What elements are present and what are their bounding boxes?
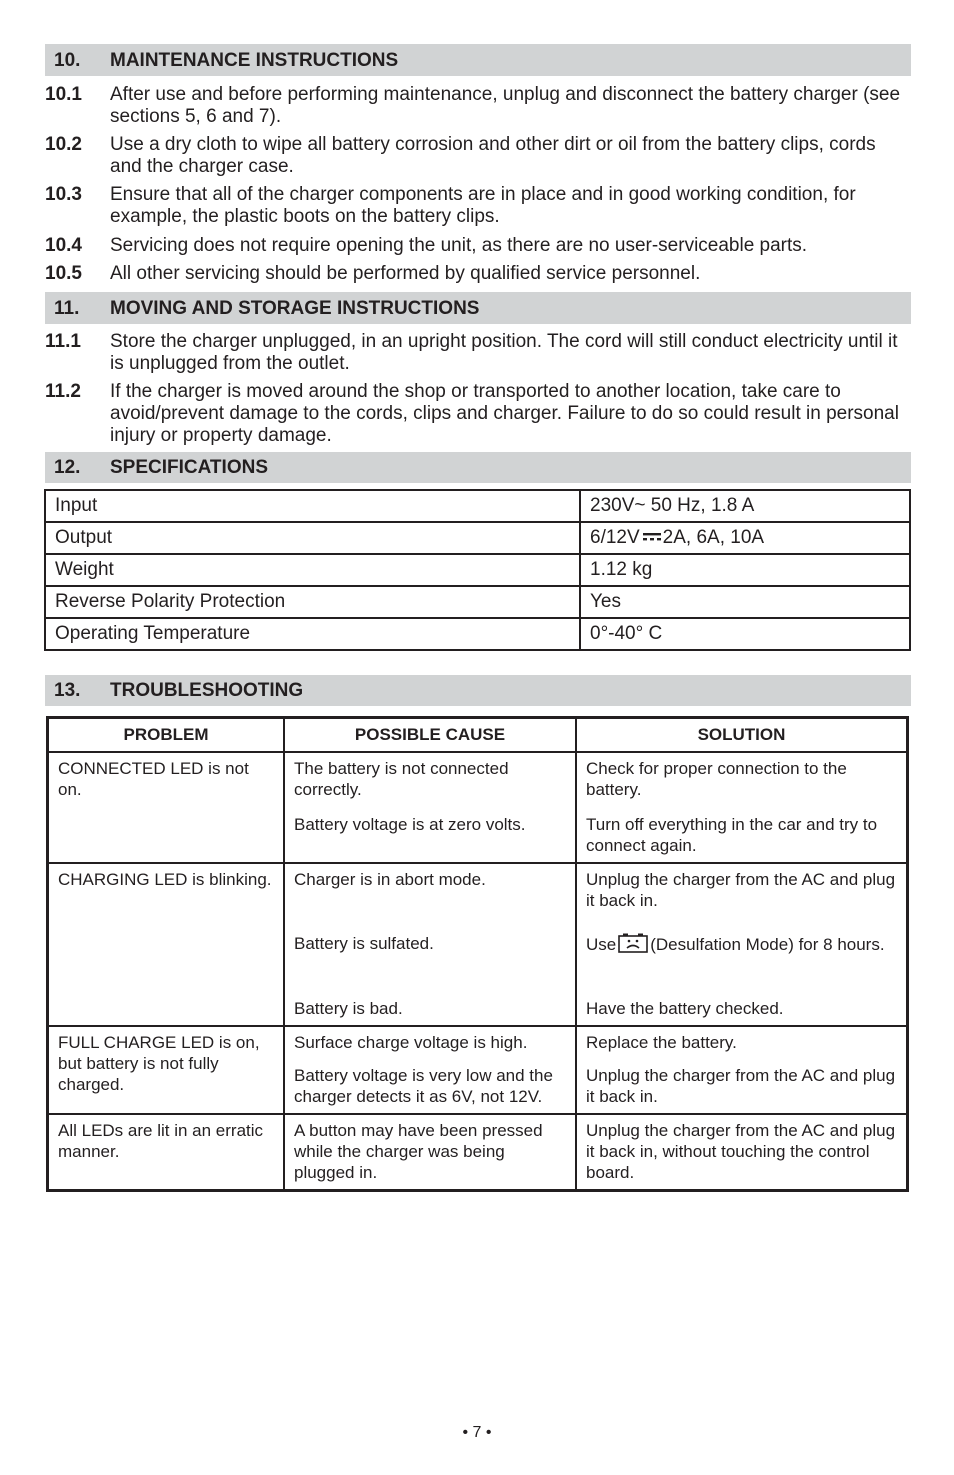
spec-label: Input <box>45 490 580 522</box>
spec-row <box>45 490 910 522</box>
item-number: 10.4 <box>45 235 82 256</box>
spec-row <box>45 586 910 618</box>
section-header-13 <box>45 675 911 706</box>
spec-value: 230V~ 50 Hz, 1.8 A <box>580 490 910 522</box>
item-number: 10.3 <box>45 184 82 205</box>
section-header-12 <box>45 452 911 483</box>
troubleshooting-table <box>46 716 909 1192</box>
item-text: Store the charger unplugged, in an upright position. The cord will still conduct electricity until it is unplugged from the outlet. <box>110 331 898 374</box>
item-text: Use a dry cloth to wipe all battery corrosion and other dirt or oil from the battery clips, cords and the charger case. <box>110 134 876 177</box>
spec-value <box>580 522 910 554</box>
item-text: Servicing does not require opening the unit, as there are no user-serviceable parts. <box>110 235 808 256</box>
table-row <box>48 1114 908 1191</box>
item-number: 10.2 <box>45 134 82 155</box>
item-number: 10.1 <box>45 84 82 105</box>
item-number: 10.5 <box>45 263 82 284</box>
problem-text: FULL CHARGE LED is on, but battery is not fully charged. <box>58 1033 260 1094</box>
section-title: MAINTENANCE INSTRUCTIONS <box>110 50 399 71</box>
table-row <box>48 1026 908 1114</box>
cause-cell <box>284 863 576 1026</box>
solution-text: Unplug the charger from the AC and plug it back in, without touching the control board. <box>586 1121 896 1182</box>
solution-cell <box>576 1114 908 1191</box>
cause-text: A button may have been pressed while the charger was being plugged in. <box>294 1121 543 1182</box>
solution-text: Turn off everything in the car and try to connect again. <box>586 815 878 855</box>
dc-symbol-icon <box>643 528 661 548</box>
item-text: If the charger is moved around the shop or transported to another location, take care to avoid/prevent damage to the cords, clips and charger. Failure to do so could result in personal injury or property damage. <box>110 381 899 446</box>
cause-text: Battery is sulfated. <box>294 934 434 953</box>
item-text: After use and before performing maintenance, unplug and disconnect the battery charger (see sections 5, 6 and 7). <box>110 84 901 127</box>
specifications-table <box>44 489 911 651</box>
solution-text: Replace the battery. <box>586 1033 737 1052</box>
problem-cell <box>48 863 285 1026</box>
item-number: 11.2 <box>45 381 81 402</box>
cause-text: The battery is not connected correctly. <box>294 759 509 799</box>
cause-text: Battery voltage is at zero volts. <box>294 815 526 834</box>
solution-cell <box>576 1026 908 1114</box>
spec-label: Reverse Polarity Protection <box>45 586 580 618</box>
cause-cell <box>284 1114 576 1191</box>
spec-row <box>45 522 910 554</box>
problem-cell <box>48 1026 285 1114</box>
problem-cell <box>48 752 285 863</box>
column-header-cause: POSSIBLE CAUSE <box>284 718 576 753</box>
page-number: • 7 • <box>462 1424 492 1441</box>
solution-text: Check for proper connection to the battery. <box>586 759 847 799</box>
section-number: 11. <box>54 298 80 319</box>
spec-value-voltage: 6/12V <box>590 527 640 548</box>
problem-text: CONNECTED LED is not on. <box>58 759 249 799</box>
solution-cell <box>576 863 908 1026</box>
cause-text: Charger is in abort mode. <box>294 870 486 889</box>
solution-desulfation <box>586 933 898 977</box>
section-number: 10. <box>54 50 81 71</box>
section-title: MOVING AND STORAGE INSTRUCTIONS <box>110 298 480 319</box>
section-number: 13. <box>54 680 81 701</box>
cause-text: Battery is bad. <box>294 999 403 1018</box>
problem-text: CHARGING LED is blinking. <box>58 870 272 889</box>
spec-label: Output <box>45 522 580 554</box>
solution-text: Unplug the charger from the AC and plug it back in. <box>586 870 896 910</box>
spec-value-current: 2A, 6A, 10A <box>662 527 765 548</box>
spec-label: Operating Temperature <box>45 618 580 650</box>
column-header-problem: PROBLEM <box>48 718 285 753</box>
table-header-row <box>48 718 908 753</box>
desulfation-battery-icon <box>618 933 648 958</box>
solution-text-desulf: (Desulfation Mode) for 8 hours. <box>650 935 885 954</box>
section-header-10 <box>45 44 911 76</box>
spec-label: Weight <box>45 554 580 586</box>
problem-cell <box>48 1114 285 1191</box>
item-number: 11.1 <box>45 331 81 352</box>
column-header-solution: SOLUTION <box>576 718 908 753</box>
table-row <box>48 863 908 1026</box>
solution-text: Unplug the charger from the AC and plug it back in. <box>586 1066 896 1106</box>
cause-text: Surface charge voltage is high. <box>294 1033 528 1052</box>
section-header-11 <box>45 292 911 324</box>
section-title: TROUBLESHOOTING <box>110 680 304 701</box>
spec-value: 0°-40° C <box>580 618 910 650</box>
cause-cell <box>284 752 576 863</box>
solution-cell <box>576 752 908 863</box>
item-text: Ensure that all of the charger components are in place and in good working condition, for example, the plastic boots on the battery clips. <box>110 184 856 227</box>
problem-text: All LEDs are lit in an erratic manner. <box>58 1121 264 1161</box>
spec-value: Yes <box>580 586 910 618</box>
item-text: All other servicing should be performed by qualified service personnel. <box>110 263 701 284</box>
spec-row <box>45 554 910 586</box>
cause-cell <box>284 1026 576 1114</box>
section-title: SPECIFICATIONS <box>110 457 268 478</box>
solution-text: Have the battery checked. <box>586 999 784 1018</box>
section-number: 12. <box>54 457 81 478</box>
spec-row <box>45 618 910 650</box>
table-row <box>48 752 908 863</box>
solution-text-use: Use <box>586 935 617 954</box>
cause-text: Battery voltage is very low and the charger detects it as 6V, not 12V. <box>294 1066 553 1106</box>
spec-value: 1.12 kg <box>580 554 910 586</box>
